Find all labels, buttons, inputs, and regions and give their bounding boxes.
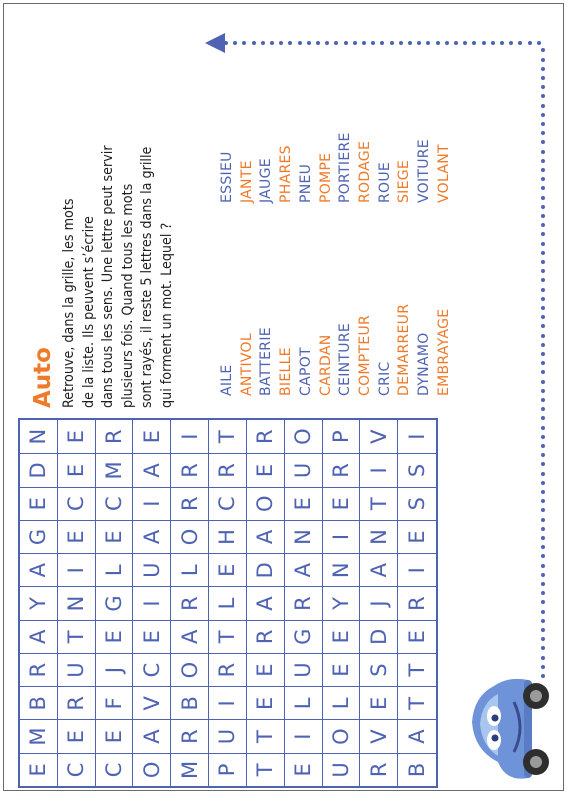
grid-cell: O [171,653,209,686]
path-dot [316,41,320,45]
grid-cell: E [58,520,96,553]
path-dot [541,232,545,236]
path-dot [541,646,545,650]
path-dot [325,41,329,45]
grid-cell: A [133,520,171,553]
grid-cell: R [20,653,58,686]
path-dot [541,554,545,558]
grid-cell: B [398,753,436,786]
path-dot [541,582,545,586]
grid-cell: E [323,620,361,653]
word-search-grid [18,418,438,788]
path-dot [541,177,545,181]
path-dot [541,435,545,439]
path-dot [491,41,495,45]
path-dot [242,41,246,45]
path-dot [541,637,545,641]
grid-cell: C [209,487,247,520]
path-dot [541,288,545,292]
grid-cell: A [247,520,285,553]
word-item: POMPE [317,152,334,203]
path-dot [445,41,449,45]
grid-cell: E [247,686,285,719]
grid-cell: I [360,453,398,486]
grid-cell: N [58,586,96,619]
path-dot [541,426,545,430]
grid-cell: L [171,553,209,586]
path-dot [541,315,545,319]
arrow-up-icon [205,33,225,53]
grid-cell: A [285,553,323,586]
grid-cell: T [209,620,247,653]
grid-cell: I [171,420,209,453]
instruction-line: qui forment un mot. Lequel ? [158,222,175,408]
grid-cell: R [171,453,209,486]
grid-cell: S [360,653,398,686]
path-dot [541,407,545,411]
path-dot [541,260,545,264]
grid-cell: M [171,753,209,786]
path-dot [541,619,545,623]
grid-cell: E [96,620,134,653]
path-dot [509,41,513,45]
path-dot [541,499,545,503]
path-dot [541,380,545,384]
grid-cell: Y [323,586,361,619]
page-title: Auto [30,347,56,408]
path-dot [541,251,545,255]
path-dot [541,564,545,568]
word-item: DYNAMO [416,332,433,396]
grid-cell: E [247,653,285,686]
path-dot [436,41,440,45]
grid-cell: G [96,586,134,619]
path-dot [541,113,545,117]
grid-cell: R [58,686,96,719]
path-dot [541,610,545,614]
instructions [60,13,177,408]
path-dot [541,352,545,356]
grid-cell: E [360,686,398,719]
grid-cell: E [20,753,58,786]
word-item: EMBRAYAGE [435,308,452,396]
word-item: RODAGE [356,140,373,203]
path-dot [541,591,545,595]
path-dot [454,41,458,45]
path-dot [541,242,545,246]
word-item: COMPTEUR [356,314,373,396]
path-dot [541,140,545,144]
grid-cell: T [360,487,398,520]
grid-cell: O [133,753,171,786]
grid-cell: D [360,620,398,653]
grid-cell: D [247,553,285,586]
path-dot [541,361,545,365]
grid-cell: I [133,586,171,619]
grid-cell: N [20,420,58,453]
path-dot [541,131,545,135]
path-dot [362,41,366,45]
grid-cell: O [247,487,285,520]
word-item: DEMARREUR [396,303,413,396]
path-dot [537,41,541,45]
path-dot [541,48,545,52]
grid-cell: P [323,420,361,453]
path-dot [408,41,412,45]
grid-cell: T [247,753,285,786]
grid-cell: G [20,520,58,553]
grid-cell: V [133,686,171,719]
grid-cell: S [398,487,436,520]
grid-cell: E [209,553,247,586]
path-dot [279,41,283,45]
grid-cell: E [398,620,436,653]
path-dot [233,41,237,45]
path-dot [541,306,545,310]
grid-cell: B [20,686,58,719]
grid-cell: V [360,719,398,752]
grid-cell: D [20,453,58,486]
path-dot [541,269,545,273]
word-item: PORTIERE [337,132,354,203]
grid-cell: L [323,686,361,719]
grid-cell: B [171,686,209,719]
grid-cell: I [398,553,436,586]
path-dot [390,41,394,45]
path-dot [353,41,357,45]
path-dot [371,41,375,45]
path-dot [541,536,545,540]
grid-cell: R [323,453,361,486]
page-frame [3,3,564,791]
grid-cell: R [247,420,285,453]
grid-cell: E [398,520,436,553]
grid-cell: R [171,586,209,619]
grid-cell: O [285,420,323,453]
grid-cell: F [96,686,134,719]
grid-cell: E [133,620,171,653]
grid-cell: R [360,753,398,786]
path-dot [541,481,545,485]
path-dot [399,41,403,45]
word-item: VOITURE [416,139,433,203]
word-item: BIELLE [278,347,295,396]
path-dot [541,58,545,62]
path-dot [541,444,545,448]
word-item: BATTERIE [258,327,275,396]
grid-cell: V [360,420,398,453]
word-item: AILE [219,364,235,396]
grid-cell: E [285,487,323,520]
grid-cell: R [285,586,323,619]
grid-cell: A [133,719,171,752]
word-item: JAUGE [258,158,275,203]
grid-cell: A [133,453,171,486]
word-list-right [218,132,454,203]
grid-cell: E [133,420,171,453]
grid-cell: L [209,586,247,619]
grid-cell: I [405,433,430,440]
word-item: JANTE [238,160,255,203]
path-dot [541,196,545,200]
grid-cell: E [323,487,361,520]
word-item: CAPOT [297,347,314,396]
grid-cell: A [171,620,209,653]
instruction-line: sont rayés, il reste 5 lettres dans la grille [139,146,155,408]
path-dot [541,343,545,347]
path-dot [541,104,545,108]
grid-cell: L [285,686,323,719]
grid-cell: O [323,719,361,752]
path-dot [541,297,545,301]
grid-cell: R [171,719,209,752]
path-dot [541,67,545,71]
path-dot [541,490,545,494]
grid-cell: M [96,453,134,486]
path-dot [541,416,545,420]
path-dot [541,334,545,338]
path-dot [344,41,348,45]
grid-cell: U [285,653,323,686]
path-dot [482,41,486,45]
grid-cell: N [323,553,361,586]
word-item: ROUE [376,161,393,203]
path-dot [541,122,545,126]
path-dot [541,159,545,163]
grid-cell: N [285,520,323,553]
path-dot [541,453,545,457]
grid-cell: R [209,653,247,686]
grid-cell: R [209,453,247,486]
grid-cell: U [133,553,171,586]
grid-cell: A [398,719,436,752]
path-dot [541,398,545,402]
grid-cell: I [58,553,96,586]
path-dot [541,214,545,218]
instruction-line: de la liste. Ils peuvent s’écrire [80,216,97,408]
grid-cell: C [133,653,171,686]
grid-cell: M [20,719,58,752]
word-item: CEINTURE [337,323,354,396]
path-dot [380,41,384,45]
path-dot [541,600,545,604]
word-item: ANTIVOL [238,333,255,396]
grid-cell: I [209,686,247,719]
path-dot [541,370,545,374]
grid-cell: O [171,520,209,553]
path-dot [541,76,545,80]
path-dot [463,41,467,45]
grid-cell: E [96,719,134,752]
path-dot [270,41,274,45]
grid-cell: T [398,653,436,686]
path-dot [298,41,302,45]
grid-cell: R [171,487,209,520]
word-item: VOLANT [435,144,452,203]
grid-cell: I [285,719,323,752]
grid-cell: E [247,453,285,486]
grid-cell: E [20,487,58,520]
word-item: PHARES [278,145,295,203]
grid-cell: E [285,753,323,786]
path-dot [541,389,545,393]
grid-cell: T [58,620,96,653]
grid-cell: T [209,420,247,453]
path-dot [307,41,311,45]
grid-cell: E [58,719,96,752]
grid-cell: Y [20,586,58,619]
path-dot [252,41,256,45]
grid-cell: P [209,753,247,786]
path-dot [541,324,545,328]
path-dot [541,150,545,154]
grid-cell: R [247,620,285,653]
grid-cell: R [96,420,134,453]
word-item: ESSIEU [219,151,235,203]
grid-cell: S [398,453,436,486]
path-dot [541,573,545,577]
path-dot [541,508,545,512]
car-icon [462,674,552,786]
path-dot [417,41,421,45]
grid-cell: J [360,586,398,619]
path-dot [288,41,292,45]
grid-cell: T [398,686,436,719]
word-item: CRIC [376,361,393,396]
grid-cell: A [247,586,285,619]
path-dot [500,41,504,45]
grid-cell: E [96,520,134,553]
path-dot [541,205,545,209]
word-item: PNEU [297,163,314,203]
path-dot [261,41,265,45]
grid-cell: N [360,520,398,553]
path-dot [472,41,476,45]
path-dot [541,656,545,660]
rotated-page [4,4,567,798]
grid-cell: A [20,620,58,653]
grid-cell: H [209,520,247,553]
grid-cell: C [58,753,96,786]
grid-cell: T [247,719,285,752]
grid-cell: C [96,753,134,786]
path-dot [541,665,545,669]
grid-cell: U [323,753,361,786]
grid-cell: G [285,620,323,653]
word-item: SIEGE [396,159,413,203]
grid-cell: U [209,719,247,752]
instruction-line: plusieurs fois. Quand tous les mots [119,183,136,408]
path-dot [528,41,532,45]
grid-cell: A [360,553,398,586]
grid-cell: E [58,420,96,453]
grid-cell: E [58,453,96,486]
grid-cell: R [398,586,436,619]
path-dot [541,628,545,632]
instruction-line: dans tous les sens. Une lettre peut servir [100,145,116,408]
path-dot [518,41,522,45]
path-dot [541,518,545,522]
grid-cell: I [323,520,361,553]
path-dot [541,85,545,89]
path-dot [541,278,545,282]
grid-cell: A [20,553,58,586]
path-dot [541,186,545,190]
grid-cell: C [96,487,134,520]
path-dot [541,472,545,476]
word-list-left [218,304,454,396]
path-dot [541,545,545,549]
grid-cell: L [96,553,134,586]
grid-cell: U [58,653,96,686]
grid-cell: I [133,487,171,520]
path-dot [426,41,430,45]
grid-cell: U [285,453,323,486]
grid-cell: J [96,653,134,686]
instruction-line: Retrouve, dans la grille, les mots [61,198,77,408]
path-dot [541,94,545,98]
word-item: CARDAN [317,334,334,396]
path-dot [334,41,338,45]
path-dot [541,168,545,172]
path-dot [541,527,545,531]
path-dot [541,462,545,466]
path-dot [541,223,545,227]
grid-cell: C [58,487,96,520]
grid-cell: E [323,653,361,686]
